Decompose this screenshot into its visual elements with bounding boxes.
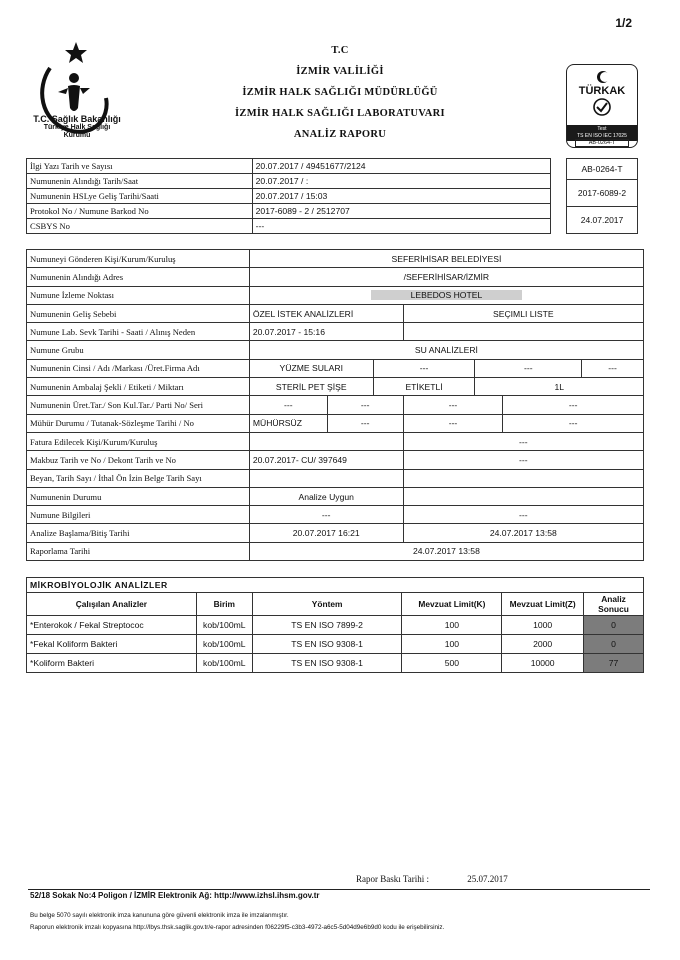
analysis-end: 24.07.2017 13:58	[403, 524, 643, 542]
table-row	[27, 432, 644, 450]
micro-title: MİKROBİYOLOJİK ANALİZLER	[27, 578, 644, 593]
analysis-unit: kob/100mL	[196, 635, 252, 654]
table-row	[567, 180, 638, 207]
column-header: Birim	[196, 593, 252, 616]
sample-info-label: Numune Bilgileri	[27, 506, 250, 524]
table-row	[27, 506, 644, 524]
ministry-name	[22, 115, 132, 139]
batch-no: ---	[403, 396, 503, 414]
header-tc: T.C	[331, 45, 349, 56]
serial-no: ---	[503, 396, 644, 414]
side-accreditation-no: AB-0264-T	[567, 159, 638, 180]
side-box	[566, 158, 638, 234]
status-label: Numunenin Durumu	[27, 487, 250, 505]
info-label: Numunenin Alındığı Tarih/Saat	[27, 174, 253, 189]
seal-report-no: ---	[403, 414, 503, 432]
info-label: Numunenin HSLye Geliş Tarihi/Saati	[27, 189, 253, 204]
print-date-row	[356, 874, 508, 884]
header-directorate: İZMİR HALK SAĞLIĞI MÜDÜRLÜĞÜ	[242, 87, 438, 98]
turkak-band-standard: TS EN ISO IEC 17025	[577, 133, 627, 139]
type-label: Numunenin Cinsi / Adı /Markası /Üret.Firma Adı	[27, 359, 250, 377]
info-value: 2017-6089 - 2 / 2512707	[252, 204, 550, 219]
header-governorship: İZMİR VALİLİĞİ	[296, 66, 384, 77]
table-row	[27, 268, 644, 286]
reason-secondary: SEÇIMLI LISTE	[403, 304, 643, 322]
page-number: 1/2	[615, 16, 632, 30]
receipt-label: Makbuz Tarih ve No / Dekont Tarih ve No	[27, 451, 250, 469]
analysis-name: *Fekal Koliform Bakteri	[27, 635, 197, 654]
footer-divider	[28, 889, 650, 890]
ministry-sub2: Kurumu	[63, 131, 91, 139]
package-value: STERİL PET ŞİŞE	[249, 378, 373, 396]
analysis-limit-z: 1000	[502, 616, 584, 635]
table-header-row	[27, 593, 644, 616]
analysis-limit-k: 500	[402, 654, 502, 673]
analysis-unit: kob/100mL	[196, 654, 252, 673]
table-row	[567, 207, 638, 234]
report-date-value: 24.07.2017 13:58	[249, 542, 643, 560]
table-row	[27, 219, 551, 234]
print-date-value: 25.07.2017	[467, 874, 508, 884]
receipt-value: 20.07.2017- CU/ 397649	[249, 451, 403, 469]
table-row	[27, 250, 644, 268]
table-row	[27, 414, 644, 432]
analysis-dates-label: Analize Başlama/Bitiş Tarihi	[27, 524, 250, 542]
sender-value: SEFERİHİSAR BELEDİYESİ	[249, 250, 643, 268]
column-header: Çalışılan Analizler	[27, 593, 197, 616]
invoice-value: ---	[403, 432, 643, 450]
quantity-value: 1L	[475, 378, 644, 396]
side-date: 24.07.2017	[567, 207, 638, 234]
package-label: Numunenin Ambalaj Şekli / Etiketi / Miktarı	[27, 378, 250, 396]
analysis-limit-z: 10000	[502, 654, 584, 673]
info-value: 20.07.2017 / 49451677/2124	[252, 159, 550, 174]
receipt-secondary: ---	[403, 451, 643, 469]
table-row	[27, 204, 551, 219]
info-label: Protokol No / Numune Barkod No	[27, 204, 253, 219]
dispatch-label: Numune Lab. Sevk Tarihi - Saati / Alınış Neden	[27, 323, 250, 341]
print-date-label: Rapor Baskı Tarihi :	[356, 874, 429, 884]
production-label: Numunenin Üret.Tar./ Son Kul.Tar./ Parti No/ Seri	[27, 396, 250, 414]
table-row	[27, 396, 644, 414]
dispatch-value: 20.07.2017 - 15:16	[249, 323, 403, 341]
column-header: Yöntem	[252, 593, 402, 616]
turkak-badge	[566, 64, 638, 148]
seal-value: MÜHÜRSÜZ	[249, 414, 327, 432]
analysis-name: *Koliform Bakteri	[27, 654, 197, 673]
reason-label: Numunenin Geliş Sebebi	[27, 304, 250, 322]
table-row	[27, 578, 644, 593]
production-date: ---	[249, 396, 327, 414]
info-label: CSBYS No	[27, 219, 253, 234]
esignature-note: Bu belge 5070 sayılı elektronik imza kanununa göre güvenli elektronik imza ile imzalanmıştır.	[30, 912, 289, 919]
type-firm: ---	[475, 359, 582, 377]
analysis-method: TS EN ISO 9308-1	[252, 654, 402, 673]
address-label: Numunenin Alındığı Adres	[27, 268, 250, 286]
info-label: İlgi Yazı Tarih ve Sayısı	[27, 159, 253, 174]
table-row	[27, 304, 644, 322]
table-row	[27, 378, 644, 396]
sample-info-1: ---	[249, 506, 403, 524]
ministry-sub1: Türkiye Halk Sağlığı	[43, 124, 111, 132]
ministry-title: T.C. Sağlık Bakanlığı	[33, 114, 121, 124]
analysis-start: 20.07.2017 16:21	[249, 524, 403, 542]
checkmark-icon	[591, 97, 613, 117]
expiry-date: ---	[327, 396, 403, 414]
type-value: YÜZME SULARI	[249, 359, 373, 377]
status-value: Analize Uygun	[249, 487, 403, 505]
analysis-method: TS EN ISO 7899-2	[252, 616, 402, 635]
label-status: ETİKETLİ	[373, 378, 475, 396]
report-header	[180, 40, 500, 145]
turkak-code: AB-0264-T	[575, 139, 629, 147]
side-protocol: 2017-6089-2	[567, 180, 638, 207]
seal-extra: ---	[503, 414, 644, 432]
info-value: 20.07.2017 / :	[252, 174, 550, 189]
erapor-note: Raporun elektronik imzalı kopyasına http://lbys.thsk.saglik.gov.tr/e-rapor adresinden f06229f5-c3b3-4972-a6c5-5d04d9e6b9d0 kodu ile erişebilirsiniz.	[30, 924, 445, 931]
type-brand: ---	[373, 359, 475, 377]
turkak-crescent-icon	[593, 69, 613, 85]
address-value: /SEFERİHİSAR/İZMİR	[249, 268, 643, 286]
seal-label: Mühür Durumu / Tutanak-Sözleşme Tarihi / No	[27, 414, 250, 432]
header-laboratory: İZMİR HALK SAĞLIĞI LABORATUVARI	[235, 108, 445, 119]
analysis-unit: kob/100mL	[196, 616, 252, 635]
declaration-label: Beyan, Tarih Sayı / İthal Ön İzin Belge Tarih Sayı	[27, 469, 250, 487]
info-value: ---	[252, 219, 550, 234]
lab-address: 52/18 Sokak No:4 Poligon / İZMİR Elektronik Ağ: http://www.izhsl.ihsm.gov.tr	[30, 891, 320, 900]
column-header: Mevzuat Limit(K)	[402, 593, 502, 616]
table-row	[27, 323, 644, 341]
table-row	[27, 524, 644, 542]
analysis-limit-k: 100	[402, 616, 502, 635]
table-row	[27, 487, 644, 505]
seal-report-date: ---	[327, 414, 403, 432]
table-row	[27, 635, 644, 654]
group-label: Numune Grubu	[27, 341, 250, 359]
table-row	[567, 159, 638, 180]
turkak-band-test: Test	[597, 126, 607, 132]
info-value: 20.07.2017 / 15:03	[252, 189, 550, 204]
report-date-label: Raporlama Tarihi	[27, 542, 250, 560]
type-extra: ---	[582, 359, 644, 377]
analysis-method: TS EN ISO 9308-1	[252, 635, 402, 654]
microbiology-table	[26, 577, 644, 673]
analysis-limit-k: 100	[402, 635, 502, 654]
table-row	[27, 359, 644, 377]
sample-info-table	[26, 249, 644, 561]
column-header: Mevzuat Limit(Z)	[502, 593, 584, 616]
column-header: Analiz Sonucu	[584, 593, 644, 616]
reason-value: ÖZEL İSTEK ANALİZLERİ	[249, 304, 403, 322]
point-value: LEBEDOS HOTEL	[371, 290, 523, 300]
analysis-result: 77	[584, 654, 644, 673]
point-cell	[249, 286, 643, 304]
sample-info-2: ---	[403, 506, 643, 524]
turkak-brand: TÜRKAK	[578, 85, 626, 97]
table-row	[27, 654, 644, 673]
table-row	[27, 174, 551, 189]
sender-label: Numuneyi Gönderen Kişi/Kurum/Kuruluş	[27, 250, 250, 268]
analysis-limit-z: 2000	[502, 635, 584, 654]
point-label: Numune İzleme Noktası	[27, 286, 250, 304]
group-value: SU ANALİZLERİ	[249, 341, 643, 359]
invoice-label: Fatura Edilecek Kişi/Kurum/Kuruluş	[27, 432, 250, 450]
table-row	[27, 341, 644, 359]
analysis-result: 0	[584, 635, 644, 654]
table-row	[27, 542, 644, 560]
table-row	[27, 189, 551, 204]
table-row	[27, 451, 644, 469]
table-row	[27, 286, 644, 304]
header-report-title: ANALİZ RAPORU	[293, 129, 387, 140]
table-row	[27, 469, 644, 487]
table-row	[27, 159, 551, 174]
table-row	[27, 616, 644, 635]
analysis-result: 0	[584, 616, 644, 635]
analysis-name: *Enterokok / Fekal Streptococ	[27, 616, 197, 635]
info-top-table	[26, 158, 551, 234]
